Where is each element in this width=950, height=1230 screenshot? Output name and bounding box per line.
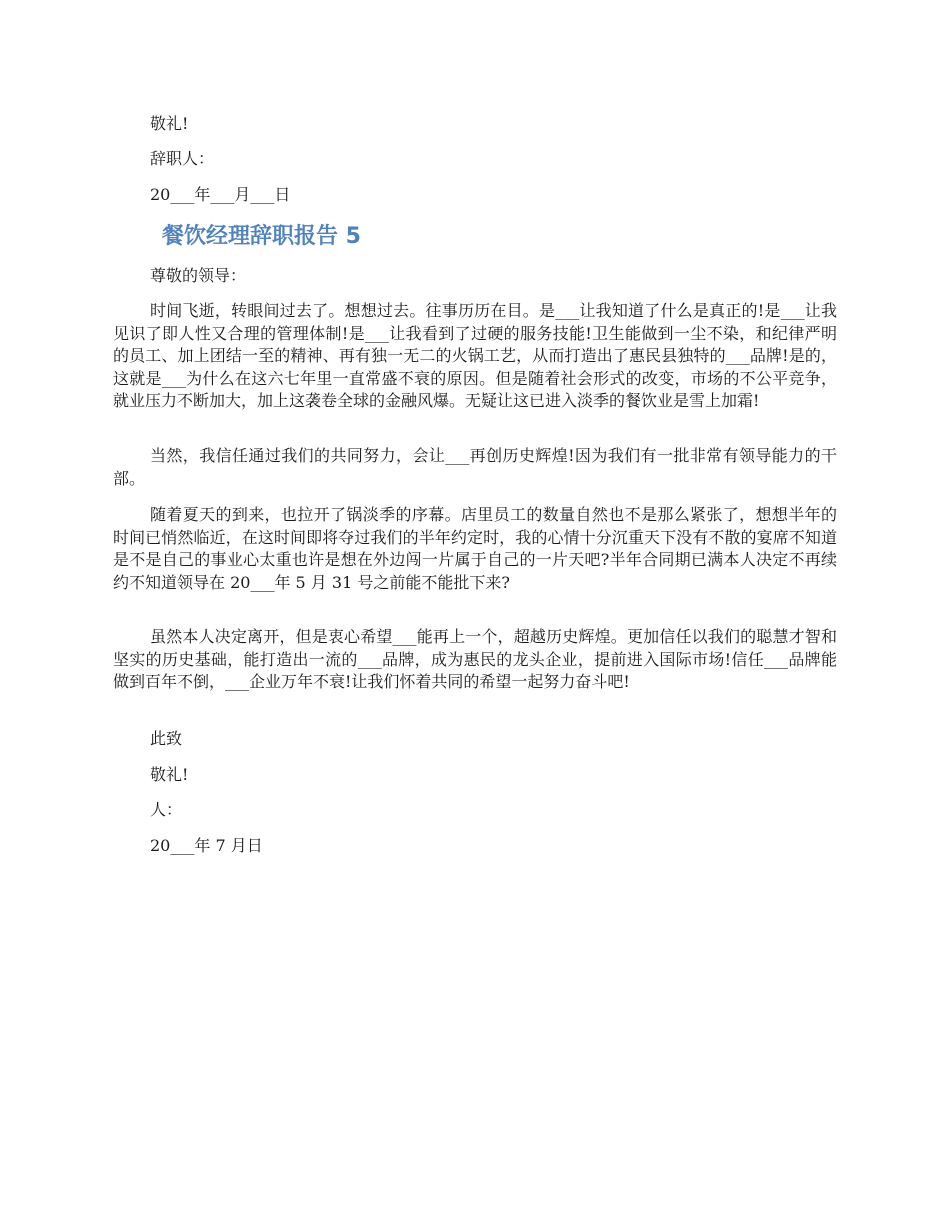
body-paragraph: 当然，我信任通过我们的共同努力，会让___再创历史辉煌!因为我们有一批非常有领导能力的干部。 <box>113 446 837 488</box>
closing-phrase: 此致 <box>150 729 183 748</box>
closing-salute: 敬礼! <box>150 114 189 133</box>
closing-salute: 敬礼! <box>150 765 189 784</box>
date-line: 20___年___月___日 <box>150 185 291 204</box>
section-heading: 餐饮经理辞职报告 5 <box>162 224 361 249</box>
date-line: 20___年 7 月日 <box>150 836 263 855</box>
body-paragraph: 虽然本人决定离开，但是衷心希望___能再上一个，超越历史辉煌。更加信任以我们的聪慧才智和坚实的历史基础，能打造出一流的___品牌，成为惠民的龙头企业，提前进入国际市场!信任___品牌能做到百年不倒，___企业万年不衰!让我们怀着共同的希望一起努力奋斗吧! <box>113 627 837 691</box>
body-paragraph: 时间飞逝，转眼间过去了。想想过去。往事历历在目。是___让我知道了什么是真正的!是___让我见识了即人性又合理的管理体制!是___让我看到了过硬的服务技能!卫生能做到一尘不染，和纪律严明的员工、加上团结一至的精神、再有独一无二的火锅工艺，从而打造出了惠民县独特的___品牌!是的，这就是___为什么在这六七年里一直常盛不衰的原因。但是随着社会形式的改变，市场的不公平竞争，就业压力不断加大，加上这袭卷全球的金融风爆。无疑让这已进入淡季的餐饮业是雪上加霜! <box>113 301 837 410</box>
signer-label: 人： <box>150 800 183 819</box>
greeting: 尊敬的领导： <box>150 266 247 285</box>
signer-label: 辞职人： <box>150 149 215 168</box>
body-paragraph: 随着夏天的到来，也拉开了锅淡季的序幕。店里员工的数量自然也不是那么紧张了，想想半年的时间已悄然临近，在这时间即将夺过我们的半年约定时，我的心情十分沉重天下没有不散的宴席不知道是不是自己的事业心太重也许是想在外边闯一片属于自己的一片天吧?半年合同期已满本人决定不再续约不知道领导在 20___年 5 月 31 号之前能不能批下来? <box>113 505 837 592</box>
